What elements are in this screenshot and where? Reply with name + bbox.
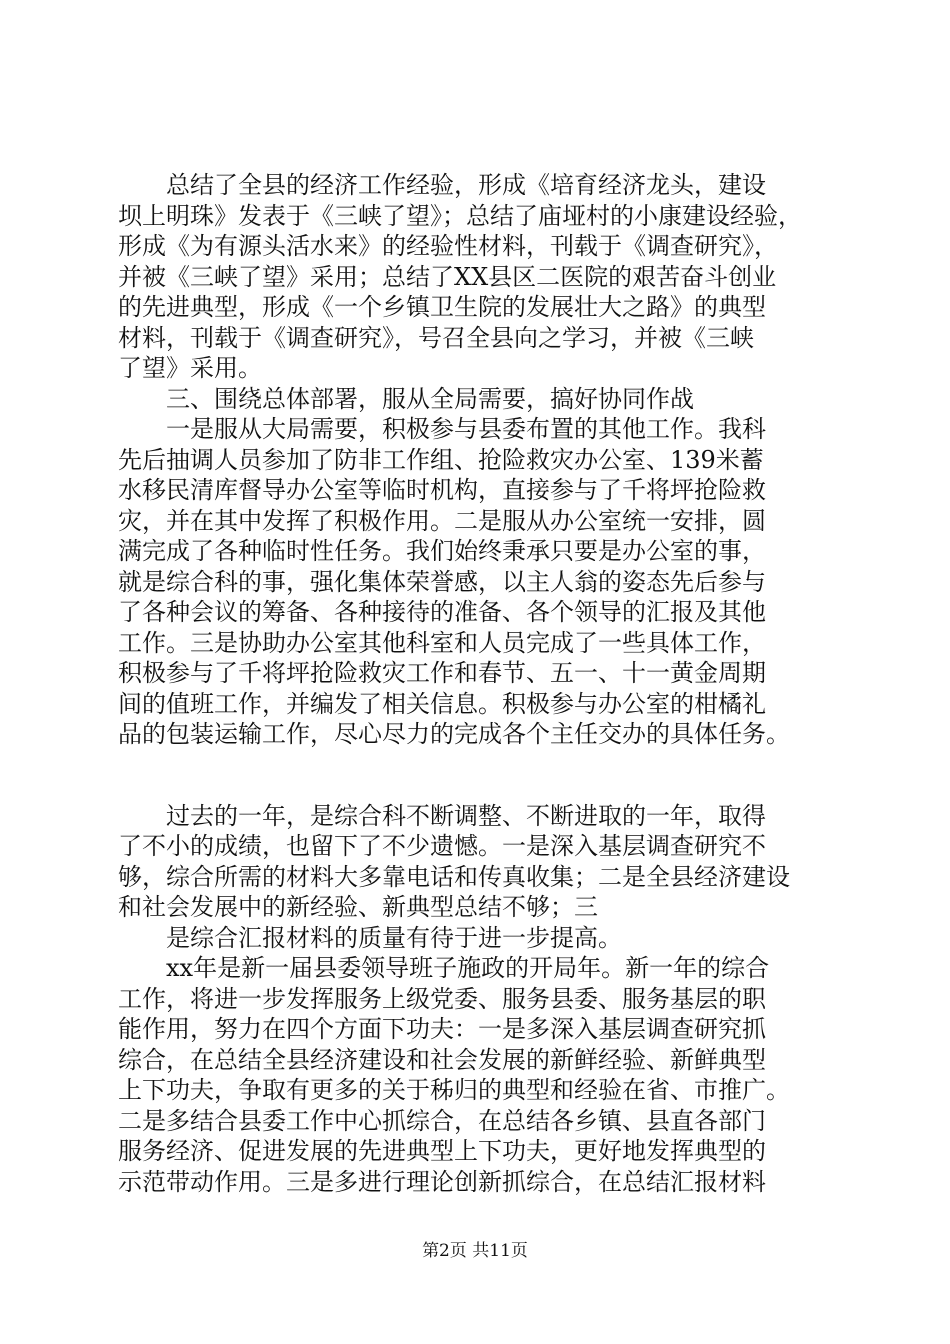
text-line: 品的包装运输工作，尽心尽力的完成各个主任交办的具体任务。 bbox=[118, 720, 790, 748]
text-line: 了不小的成绩，也留下了不少遗憾。一是深入基层调查研究不 bbox=[118, 832, 766, 860]
section-heading: 三、围绕总体部署，服从全局需要，搞好协同作战 bbox=[118, 384, 694, 413]
text-line: xx年是新一届县委领导班子施政的开局年。新一年的综合 bbox=[118, 954, 770, 982]
paragraph-block-2 bbox=[118, 801, 838, 1198]
text-line: 服务经济、促进发展的先进典型上下功夫，更好地发挥典型的 bbox=[118, 1137, 766, 1165]
text-line: 示范带动作用。三是多进行理论创新抓综合，在总结汇报材料 bbox=[118, 1167, 766, 1196]
text-line: 综合，在总结全县经济建设和社会发展的新鲜经验、新鲜典型 bbox=[118, 1045, 766, 1074]
text-line: 就是综合科的事，强化集体荣誉感，以主人翁的姿态先后参与 bbox=[118, 567, 766, 596]
text-line: 灾，并在其中发挥了积极作用。二是服从办公室统一安排，圆 bbox=[118, 506, 766, 535]
page-number-footer: 第2页 共11页 bbox=[422, 1241, 528, 1261]
text-line: 先后抽调人员参加了防非工作组、抢险救灾办公室、139米蓄 bbox=[118, 445, 764, 474]
text-line: 水移民清库督导办公室等临时机构，直接参与了千将坪抢险救 bbox=[118, 476, 766, 504]
text-line: 满完成了各种临时性任务。我们始终秉承只要是办公室的事， bbox=[118, 537, 766, 565]
text-line: 坝上明珠》发表于《三峡了望》；总结了庙垭村的小康建设经验， bbox=[118, 201, 802, 230]
document-body bbox=[118, 170, 838, 1197]
text-line: 并被《三峡了望》采用；总结了XX县区二医院的艰苦奋斗创业 bbox=[118, 262, 777, 291]
text-line: 工作。三是协助办公室其他科室和人员完成了一些具体工作， bbox=[118, 628, 766, 657]
text-line: 积极参与了千将坪抢险救灾工作和春节、五一、十一黄金周期 bbox=[118, 659, 766, 687]
text-line: 了望》采用。 bbox=[118, 354, 262, 382]
text-line: 的先进典型，形成《一个乡镇卫生院的发展壮大之路》的典型 bbox=[118, 293, 766, 321]
text-line: 工作，将进一步发挥服务上级党委、服务县委、服务基层的职 bbox=[118, 984, 766, 1013]
text-line: 了各种会议的筹备、各种接待的准备、各个领导的汇报及其他 bbox=[118, 598, 766, 626]
text-line: 和社会发展中的新经验、新典型总结不够；三 bbox=[118, 893, 598, 921]
text-line: 间的值班工作，并编发了相关信息。积极参与办公室的柑橘礼 bbox=[118, 689, 766, 718]
text-line: 能作用，努力在四个方面下功夫：一是多深入基层调查研究抓 bbox=[118, 1015, 766, 1043]
text-line: 是综合汇报材料的质量有待于进一步提高。 bbox=[118, 923, 622, 952]
text-line: 形成《为有源头活水来》的经验性材料，刊载于《调查研究》， bbox=[118, 232, 778, 260]
text-line: 够，综合所需的材料大多靠电话和传真收集；二是全县经济建设 bbox=[118, 862, 790, 891]
text-line: 材料，刊载于《调查研究》，号召全县向之学习，并被《三峡 bbox=[118, 323, 754, 352]
text-line: 一是服从大局需要，积极参与县委布置的其他工作。我科 bbox=[118, 415, 766, 443]
paragraph-block-1 bbox=[118, 170, 838, 750]
text-line: 二是多结合县委工作中心抓综合，在总结各乡镇、县直各部门 bbox=[118, 1106, 766, 1135]
paragraph-gap bbox=[118, 750, 838, 801]
text-line: 过去的一年，是综合科不断调整、不断进取的一年，取得 bbox=[118, 801, 766, 830]
text-line: 上下功夫，争取有更多的关于秭归的典型和经验在省、市推广。 bbox=[118, 1076, 790, 1104]
text-line: 总结了全县的经济工作经验，形成《培育经济龙头，建设 bbox=[118, 171, 766, 199]
